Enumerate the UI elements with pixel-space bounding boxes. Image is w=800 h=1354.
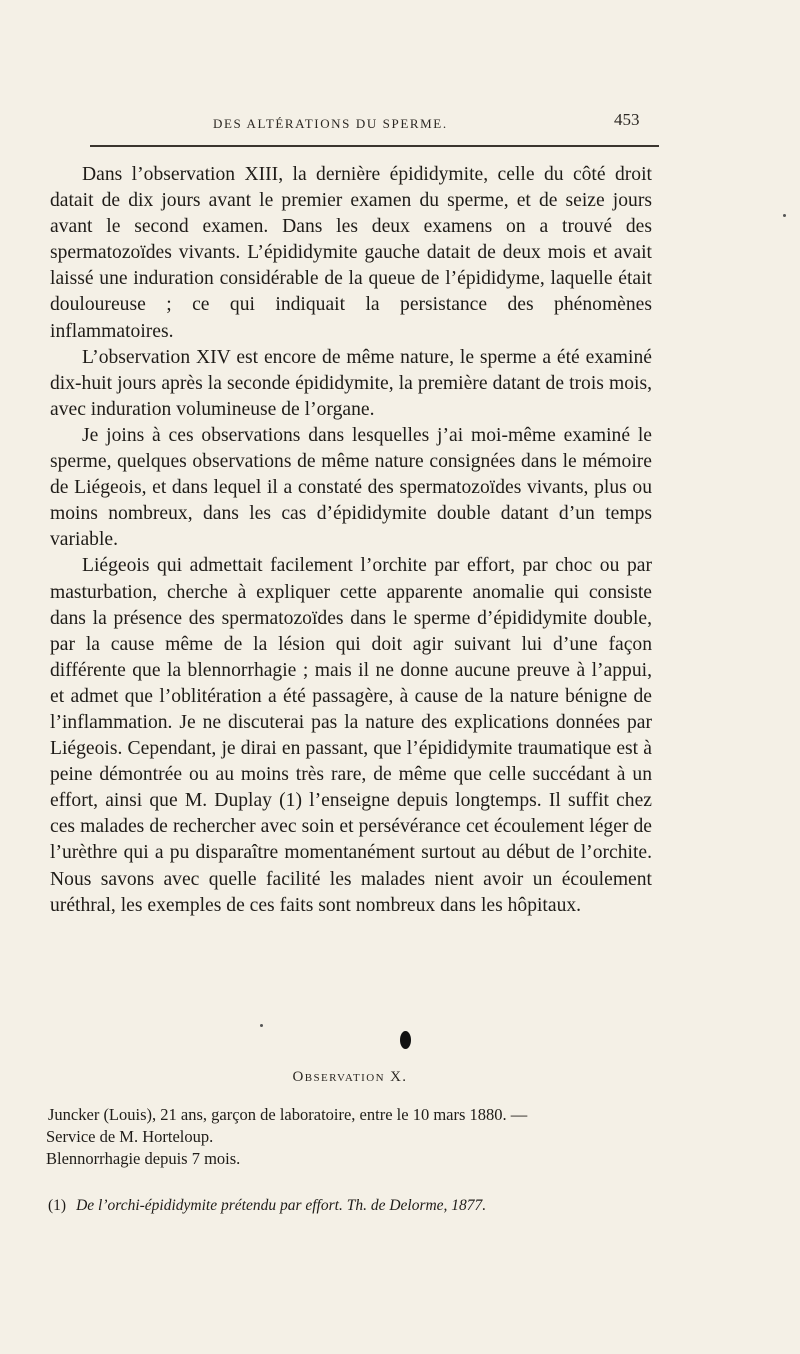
footnote bbox=[48, 1196, 658, 1216]
section-heading: Observation X. bbox=[292, 1069, 408, 1085]
paragraph: L’observation XIV est encore de même nature, le sperme a été examiné dix-huit jours après la seconde épididymite, la première datant de trois mois, avec induration volumineuse de l’organe. bbox=[50, 346, 652, 420]
paper-speck bbox=[783, 214, 786, 217]
paper-speck bbox=[260, 1024, 263, 1027]
header-rule bbox=[90, 145, 659, 147]
paragraph: Je joins à ces observations dans lesquelles j’ai moi-même examiné le sperme, quelques observations de même nature consignées dans le mémoire de Liégeois, et dans lequel il a constaté des spermatozoïdes vivants, plus ou moins nombreux, dans les cas d’épididymite double datant d’un temps variable. bbox=[50, 424, 652, 551]
ink-blot bbox=[400, 1031, 411, 1049]
paragraph: Liégeois qui admettait facilement l’orchite par effort, par choc ou par masturbation, cherche à expliquer cette apparente anomalie qui consiste dans la présence des spermatozoïdes dans le sperme d’épididymite double, par la cause même de la lésion qui doit agir suivant lui d’une façon différente que la blennorrhagie ; mais il ne donne aucune preuve à l’appui, et admet que l’oblitération a été passagère, à cause de la nature bénigne de l’inflammation. Je ne discuterai pas la nature des explications données par Liégeois. Cependant, je dirai en passant, que l’épididymite traumatique est à peine démontrée ou au moins très rare, de même que celle succédant à un effort, ainsi que M. Duplay (1) l’enseigne depuis longtemps. Il suffit chez ces malades de rechercher avec soin et persévérance cet écoulement léger de l’urèthre qui a pu disparaître momentanément surtout au début de l’orchite. Nous savons avec quelle facilité les malades nient avoir un écoulement uréthral, les exemples de ces faits sont nombreux dans les hôpitaux. bbox=[50, 555, 652, 916]
observation-block bbox=[46, 1104, 656, 1170]
observation-line: Blennorrhagie depuis 7 mois. bbox=[46, 1149, 241, 1168]
footnote-text: De l’orchi-épididymite prétendu par effort. Th. de Delorme, 1877. bbox=[76, 1197, 487, 1214]
body-text bbox=[50, 162, 652, 919]
footnote-mark: (1) bbox=[48, 1197, 67, 1214]
page-number: 453 bbox=[614, 110, 640, 129]
observation-line: Service de M. Horteloup. bbox=[46, 1127, 214, 1146]
observation-line: Juncker (Louis), 21 ans, garçon de laboratoire, entre le 10 mars 1880. — bbox=[48, 1105, 528, 1124]
paragraph: Dans l’observation XIII, la dernière épididymite, celle du côté droit datait de dix jours avant le premier examen du sperme, et de seize jours avant le second examen. Dans les deux examens on a trouvé des spermatozoïdes vivants. L’épididymite gauche datait de deux mois et avait laissé une induration considérable de la queue de l’épididyme, laquelle était douloureuse ; ce qui indiquait la persistance des phénomènes inflammatoires. bbox=[50, 164, 652, 342]
running-head: DES ALTÉRATIONS DU SPERME. bbox=[213, 116, 448, 131]
